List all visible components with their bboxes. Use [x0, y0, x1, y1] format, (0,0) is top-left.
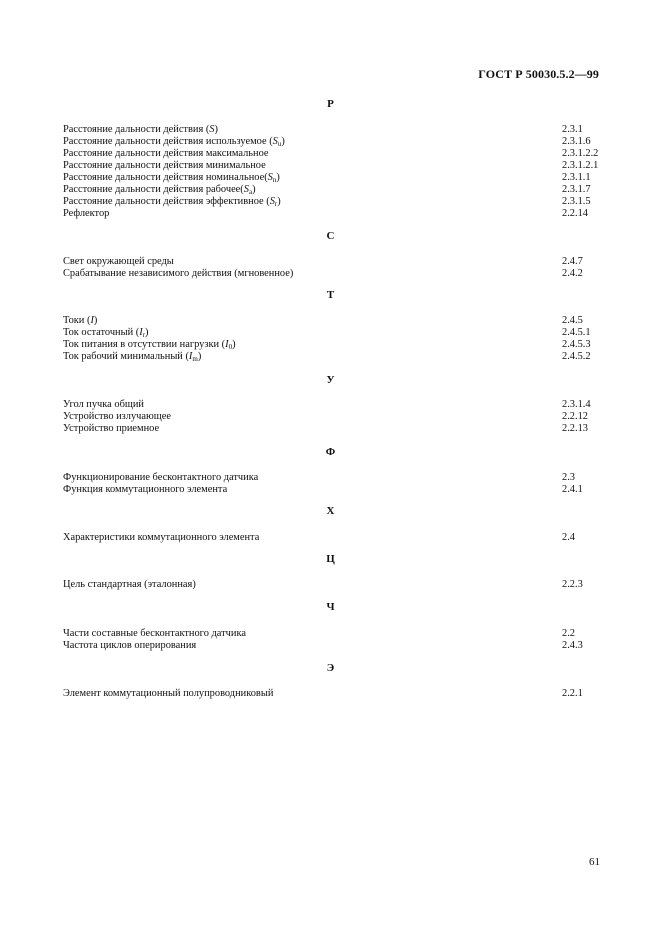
index-term: Рефлектор: [63, 208, 110, 219]
index-term: Цель стандартная (эталонная): [63, 579, 196, 590]
clause-reference: 2.3.1.7: [562, 184, 591, 195]
section-letter: Ц: [326, 553, 335, 565]
index-term: Свет окружающей среды: [63, 256, 174, 267]
clause-reference: 2.3.1.2.2: [562, 148, 599, 159]
index-term: Расстояние дальности действия $номинальное(S_n)$: [63, 172, 280, 184]
section-letter: Х: [326, 505, 335, 517]
index-entry: [63, 411, 603, 423]
clause-reference: 2.2.1: [562, 688, 583, 699]
index-entry: [63, 688, 603, 700]
index-entry: [63, 136, 603, 148]
clause-reference: 2.4.1: [562, 484, 583, 495]
index-term: Расстояние дальности действия минимальное: [63, 160, 266, 171]
clause-reference: 2.3.1: [562, 124, 583, 135]
index-term: Токи (I): [63, 315, 98, 326]
index-term: Устройство излучающее: [63, 411, 171, 422]
index-entry: [63, 399, 603, 411]
index-entry: [63, 579, 603, 591]
index-term: Функционирование бесконтактного датчика: [63, 472, 259, 483]
clause-reference: 2.3.1.5: [562, 196, 591, 207]
section-letter: У: [326, 374, 335, 386]
clause-reference: 2.3.1.4: [562, 399, 591, 410]
index-entry: [63, 184, 603, 196]
index-entry: [63, 472, 603, 484]
clause-reference: 2.3: [562, 472, 575, 483]
section-letter: Т: [326, 289, 335, 301]
section-letter: Ч: [326, 601, 335, 613]
index-term: Частота циклов оперирования: [63, 640, 197, 651]
clause-reference: 2.2.13: [562, 423, 588, 434]
index-entry: [63, 628, 603, 640]
index-term: Расстояние дальности действия максимальное: [63, 148, 269, 159]
clause-reference: 2.3.1.2.1: [562, 160, 599, 171]
index-term: Ток питания в отсутствии нагрузки $(I_0)$: [63, 339, 236, 351]
clause-reference: 2.3.1.1: [562, 172, 591, 183]
clause-reference: 2.4.5.2: [562, 351, 591, 362]
index-entry: [63, 256, 603, 268]
clause-reference: 2.4.2: [562, 268, 583, 279]
index-entry: [63, 327, 603, 339]
section-letter: Р: [327, 98, 334, 110]
index-entry: [63, 484, 603, 496]
index-term: Элемент коммутационный полупроводниковый: [63, 688, 274, 699]
section-letter: С: [326, 230, 335, 242]
clause-reference: 2.4.5.1: [562, 327, 591, 338]
clause-reference: 2.2.12: [562, 411, 588, 422]
clause-reference: 2.2.3: [562, 579, 583, 590]
clause-reference: 2.4: [562, 532, 575, 543]
index-entry: [63, 124, 603, 136]
section-letter: Ф: [325, 446, 336, 458]
index-entry: [63, 160, 603, 172]
clause-reference: 2.4.5.3: [562, 339, 591, 350]
index-term: Расстояние дальности действия $рабочее(S_a)$: [63, 184, 256, 196]
index-term: Расстояние дальности действия используемое $(S_u)$: [63, 136, 285, 148]
index-term: Расстояние дальности действия эффективное $(S_r)$: [63, 196, 281, 208]
clause-reference: 2.2.14: [562, 208, 588, 219]
clause-reference: 2.3.1.6: [562, 136, 591, 147]
index-term: Срабатывание независимого действия (мгновенное): [63, 268, 294, 279]
index-term: Ток остаточный $(I_r)$: [63, 327, 149, 339]
page-number: 61: [589, 856, 600, 868]
index-entry: [63, 172, 603, 184]
index-entry: [63, 339, 603, 351]
index-term: Характеристики коммутационного элемента: [63, 532, 260, 543]
section-letter: Э: [326, 662, 335, 674]
index-term: Расстояние дальности действия (S): [63, 124, 218, 135]
index-term: Угол пучка общий: [63, 399, 144, 410]
index-entry: [63, 532, 603, 544]
clause-reference: 2.2: [562, 628, 575, 639]
index-entry: [63, 640, 603, 652]
index-term: Ток рабочий минимальный $(I_m)$: [63, 351, 202, 363]
clause-reference: 2.4.3: [562, 640, 583, 651]
index-entry: [63, 315, 603, 327]
index-entry: [63, 268, 603, 280]
index-term: Функция коммутационного элемента: [63, 484, 228, 495]
index-entry: [63, 208, 603, 220]
index-term: Устройство приемное: [63, 423, 160, 434]
clause-reference: 2.4.5: [562, 315, 583, 326]
index-entry: [63, 196, 603, 208]
index-entry: [63, 423, 603, 435]
index-entry: [63, 148, 603, 160]
index-term: Части составные бесконтактного датчика: [63, 628, 246, 639]
index-entry: [63, 351, 603, 363]
document-designation: ГОСТ Р 50030.5.2—99: [478, 67, 599, 81]
clause-reference: 2.4.7: [562, 256, 583, 267]
